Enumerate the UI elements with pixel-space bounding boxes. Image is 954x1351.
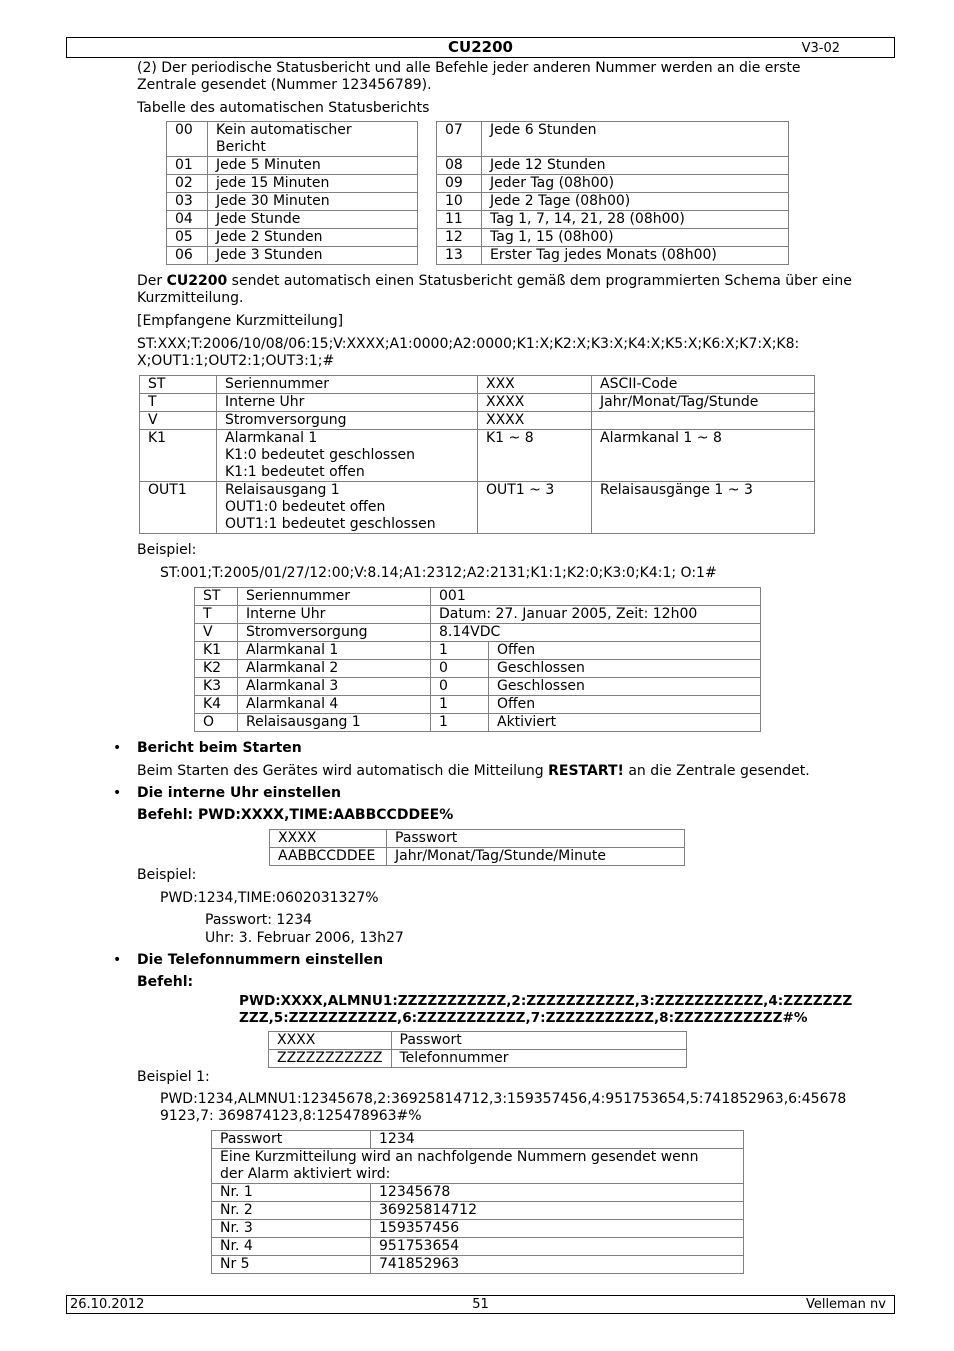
table-row <box>437 211 789 229</box>
example-state: Offen <box>489 642 761 660</box>
page-footer <box>66 1295 895 1314</box>
table-row <box>167 211 418 229</box>
table-row <box>269 1032 687 1050</box>
field-meaning: Jahr/Monat/Tag/Stunde <box>592 394 815 412</box>
result-number-value: 951753654 <box>371 1238 744 1256</box>
status-interval: Kein automatischer Bericht <box>208 122 418 157</box>
table-row <box>270 848 685 866</box>
status-interval: jede 15 Minuten <box>208 175 418 193</box>
status-code: 00 <box>167 122 208 157</box>
footer-date: 26.10.2012 <box>70 1297 145 1312</box>
status-code: 04 <box>167 211 208 229</box>
example-code: O <box>195 714 238 732</box>
example-value: 1 <box>431 696 489 714</box>
table-row <box>212 1131 744 1149</box>
example-name: Alarmkanal 3 <box>238 678 431 696</box>
table-row <box>140 430 815 482</box>
table-row <box>167 122 418 157</box>
footer-company: Velleman nv <box>805 1297 886 1312</box>
phone-example-line-2: 9123,7: 369874123,8:125478963#% <box>160 1108 422 1124</box>
status-code: 01 <box>167 157 208 175</box>
status-table-right <box>436 121 789 265</box>
received-sms-label: [Empfangene Kurzmitteilung] <box>137 313 344 329</box>
example-code: K4 <box>195 696 238 714</box>
table-row <box>437 193 789 211</box>
table-row <box>195 606 761 624</box>
table-row <box>140 482 815 534</box>
result-number-value: 159357456 <box>371 1220 744 1238</box>
example-name: Relaisausgang 1 <box>238 714 431 732</box>
status-interval: Jede 5 Minuten <box>208 157 418 175</box>
table-row <box>195 624 761 642</box>
example-code: V <box>195 624 238 642</box>
table-row <box>167 157 418 175</box>
table-row <box>270 830 685 848</box>
example-state: Geschlossen <box>489 660 761 678</box>
example-value: 001 <box>431 588 761 606</box>
para-device: CU2200 <box>166 273 228 289</box>
field-code: V <box>140 412 217 430</box>
result-number-value: 12345678 <box>371 1184 744 1202</box>
header-version: V3-02 <box>801 41 840 56</box>
section-restart-text <box>137 763 810 780</box>
section-phone-title: Die Telefonnummern einstellen <box>137 952 384 968</box>
table-row <box>140 394 815 412</box>
result-number-label: Nr. 2 <box>212 1202 371 1220</box>
param-meaning: Telefonnummer <box>391 1050 687 1068</box>
status-code: 06 <box>167 247 208 265</box>
status-interval: Jede 30 Minuten <box>208 193 418 211</box>
clock-param-table <box>269 829 685 866</box>
example-name: Alarmkanal 4 <box>238 696 431 714</box>
field-format: XXXX <box>478 412 592 430</box>
field-meaning: Alarmkanal 1 ~ 8 <box>592 430 815 482</box>
status-interval: Jede 6 Stunden <box>482 122 789 157</box>
result-password-value: 1234 <box>371 1131 744 1149</box>
received-sms-line-1: ST:XXX;T:2006/10/08/06:15;V:XXXX;A1:0000;A2:0000;K1:X;K2:X;K3:X;K4:X;K5:X;K6:X;K7:X;K8: <box>137 336 800 352</box>
example-code: ST <box>195 588 238 606</box>
param-meaning: Jahr/Monat/Tag/Stunde/Minute <box>387 848 685 866</box>
status-code: 13 <box>437 247 482 265</box>
example-name: Alarmkanal 2 <box>238 660 431 678</box>
field-code: T <box>140 394 217 412</box>
table-row <box>437 157 789 175</box>
table-row <box>437 247 789 265</box>
field-meaning <box>592 412 815 430</box>
result-number-label: Nr. 1 <box>212 1184 371 1202</box>
table-row <box>212 1220 744 1238</box>
example-sms: ST:001;T:2005/01/27/12:00;V:8.14;A1:2312;A2:2131;K1:1;K2:0;K3:0;K4:1; O:1# <box>160 565 717 581</box>
result-number-label: Nr 5 <box>212 1256 371 1274</box>
result-number-value: 741852963 <box>371 1256 744 1274</box>
table-row <box>437 122 789 157</box>
field-code: K1 <box>140 430 217 482</box>
table-row <box>195 660 761 678</box>
table-row <box>437 229 789 247</box>
table-row <box>212 1149 744 1184</box>
table-row <box>167 229 418 247</box>
field-name: Stromversorgung <box>217 412 478 430</box>
param-name: AABBCCDDEE <box>270 848 387 866</box>
phone-command-line-2: ZZZ,5:ZZZZZZZZZZZ,6:ZZZZZZZZZZZ,7:ZZZZZZZZZZZ,8:ZZZZZZZZZZZ#% <box>239 1010 808 1026</box>
phone-result-table <box>211 1130 744 1274</box>
field-meaning: Relaisausgänge 1 ~ 3 <box>592 482 815 534</box>
phone-example-line-1: PWD:1234,ALMNU1:12345678,2:36925814712,3:159357456,4:951753654,5:741852963,6:45678 <box>160 1091 847 1107</box>
table-row <box>195 678 761 696</box>
example-value: Datum: 27. Januar 2005, Zeit: 12h00 <box>431 606 761 624</box>
status-table-left <box>166 121 418 265</box>
result-number-value: 36925814712 <box>371 1202 744 1220</box>
field-meaning: ASCII-Code <box>592 376 815 394</box>
bullet-clock: • <box>113 785 122 801</box>
phone-param-table <box>268 1031 687 1068</box>
status-interval: Jeder Tag (08h00) <box>482 175 789 193</box>
status-code: 09 <box>437 175 482 193</box>
table-row <box>167 193 418 211</box>
example-name: Alarmkanal 1 <box>238 642 431 660</box>
table-row <box>212 1202 744 1220</box>
restart-post: an die Zentrale gesendet. <box>623 763 810 779</box>
example-state: Offen <box>489 696 761 714</box>
example-value: 8.14VDC <box>431 624 761 642</box>
phone-example-label: Beispiel 1: <box>137 1069 210 1085</box>
example-table <box>194 587 761 732</box>
section-restart-title: Bericht beim Starten <box>137 740 302 756</box>
field-format: OUT1 ~ 3 <box>478 482 592 534</box>
example-name: Stromversorgung <box>238 624 431 642</box>
field-name: Interne Uhr <box>217 394 478 412</box>
clock-example-label: Beispiel: <box>137 867 197 883</box>
status-code: 11 <box>437 211 482 229</box>
footer-page-number: 51 <box>472 1297 489 1312</box>
example-name: Seriennummer <box>238 588 431 606</box>
clock-example-time: Uhr: 3. Februar 2006, 13h27 <box>205 930 404 946</box>
auto-report-paragraph-line-2: Kurzmitteilung. <box>137 290 244 306</box>
status-code: 08 <box>437 157 482 175</box>
result-number-label: Nr. 3 <box>212 1220 371 1238</box>
field-name: Seriennummer <box>217 376 478 394</box>
section-clock-title: Die interne Uhr einstellen <box>137 785 341 801</box>
param-name: XXXX <box>269 1032 392 1050</box>
status-interval: Tag 1, 15 (08h00) <box>482 229 789 247</box>
table-row <box>269 1050 687 1068</box>
para-pre: Der <box>137 273 167 289</box>
bullet-phone: • <box>113 952 122 968</box>
example-code: K1 <box>195 642 238 660</box>
intro-line-1: (2) Der periodische Statusbericht und alle Befehle jeder anderen Nummer werden an die erste <box>137 60 801 76</box>
status-code: 07 <box>437 122 482 157</box>
field-code: OUT1 <box>140 482 217 534</box>
table-row <box>195 696 761 714</box>
param-name: XXXX <box>270 830 387 848</box>
status-interval: Tag 1, 7, 14, 21, 28 (08h00) <box>482 211 789 229</box>
example-value: 1 <box>431 714 489 732</box>
status-interval: Jede 3 Stunden <box>208 247 418 265</box>
example-code: K2 <box>195 660 238 678</box>
status-code: 03 <box>167 193 208 211</box>
table-row <box>212 1184 744 1202</box>
table-row <box>437 175 789 193</box>
status-code: 02 <box>167 175 208 193</box>
page-header <box>66 37 895 58</box>
table-row <box>212 1256 744 1274</box>
example-name: Interne Uhr <box>238 606 431 624</box>
table-row <box>212 1238 744 1256</box>
status-interval: Jede Stunde <box>208 211 418 229</box>
auto-report-paragraph <box>137 273 852 290</box>
field-format: XXXX <box>478 394 592 412</box>
param-meaning: Passwort <box>387 830 685 848</box>
example-state: Aktiviert <box>489 714 761 732</box>
param-meaning: Passwort <box>391 1032 687 1050</box>
para-post: sendet automatisch einen Statusbericht gemäß dem programmierten Schema über eine <box>227 273 852 289</box>
example-value: 0 <box>431 660 489 678</box>
status-interval: Erster Tag jedes Monats (08h00) <box>482 247 789 265</box>
header-title: CU2200 <box>448 38 513 56</box>
field-name: Alarmkanal 1 K1:0 bedeutet geschlossen K1:1 bedeutet offen <box>217 430 478 482</box>
bullet-restart: • <box>113 740 122 756</box>
section-phone-command-label: Befehl: <box>137 974 194 990</box>
table-row <box>195 642 761 660</box>
table-row <box>195 588 761 606</box>
status-interval: Jede 2 Tage (08h00) <box>482 193 789 211</box>
status-code: 05 <box>167 229 208 247</box>
field-description-table <box>139 375 815 534</box>
table-row <box>167 247 418 265</box>
example-code: T <box>195 606 238 624</box>
intro-line-2: Zentrale gesendet (Nummer 123456789). <box>137 77 432 93</box>
field-format: XXX <box>478 376 592 394</box>
example-value: 1 <box>431 642 489 660</box>
result-note: Eine Kurzmitteilung wird an nachfolgende Nummern gesendet wenn der Alarm aktiviert wird: <box>212 1149 744 1184</box>
example-label: Beispiel: <box>137 542 197 558</box>
table-row <box>167 175 418 193</box>
phone-command-line-1: PWD:XXXX,ALMNU1:ZZZZZZZZZZZ,2:ZZZZZZZZZZZ,3:ZZZZZZZZZZZ,4:ZZZZZZZ <box>239 993 853 1009</box>
table-row <box>140 376 815 394</box>
example-state: Geschlossen <box>489 678 761 696</box>
field-format: K1 ~ 8 <box>478 430 592 482</box>
clock-example-password: Passwort: 1234 <box>205 912 313 928</box>
status-code: 10 <box>437 193 482 211</box>
table-row <box>195 714 761 732</box>
example-code: K3 <box>195 678 238 696</box>
restart-pre: Beim Starten des Gerätes wird automatisch die Mitteilung <box>137 763 549 779</box>
status-interval: Jede 2 Stunden <box>208 229 418 247</box>
restart-keyword: RESTART! <box>548 763 624 779</box>
field-code: ST <box>140 376 217 394</box>
param-name: ZZZZZZZZZZZ <box>269 1050 392 1068</box>
field-name: Relaisausgang 1 OUT1:0 bedeutet offen OUT1:1 bedeutet geschlossen <box>217 482 478 534</box>
example-value: 0 <box>431 678 489 696</box>
received-sms-line-2: X;OUT1:1;OUT2:1;OUT3:1;# <box>137 353 335 369</box>
status-code: 12 <box>437 229 482 247</box>
section-clock-command: Befehl: PWD:XXXX,TIME:AABBCCDDEE% <box>137 807 454 823</box>
result-password-label: Passwort <box>212 1131 371 1149</box>
table-row <box>140 412 815 430</box>
status-interval: Jede 12 Stunden <box>482 157 789 175</box>
result-number-label: Nr. 4 <box>212 1238 371 1256</box>
clock-example-command: PWD:1234,TIME:0602031327% <box>160 890 379 906</box>
status-table-caption: Tabelle des automatischen Statusberichts <box>137 100 430 116</box>
